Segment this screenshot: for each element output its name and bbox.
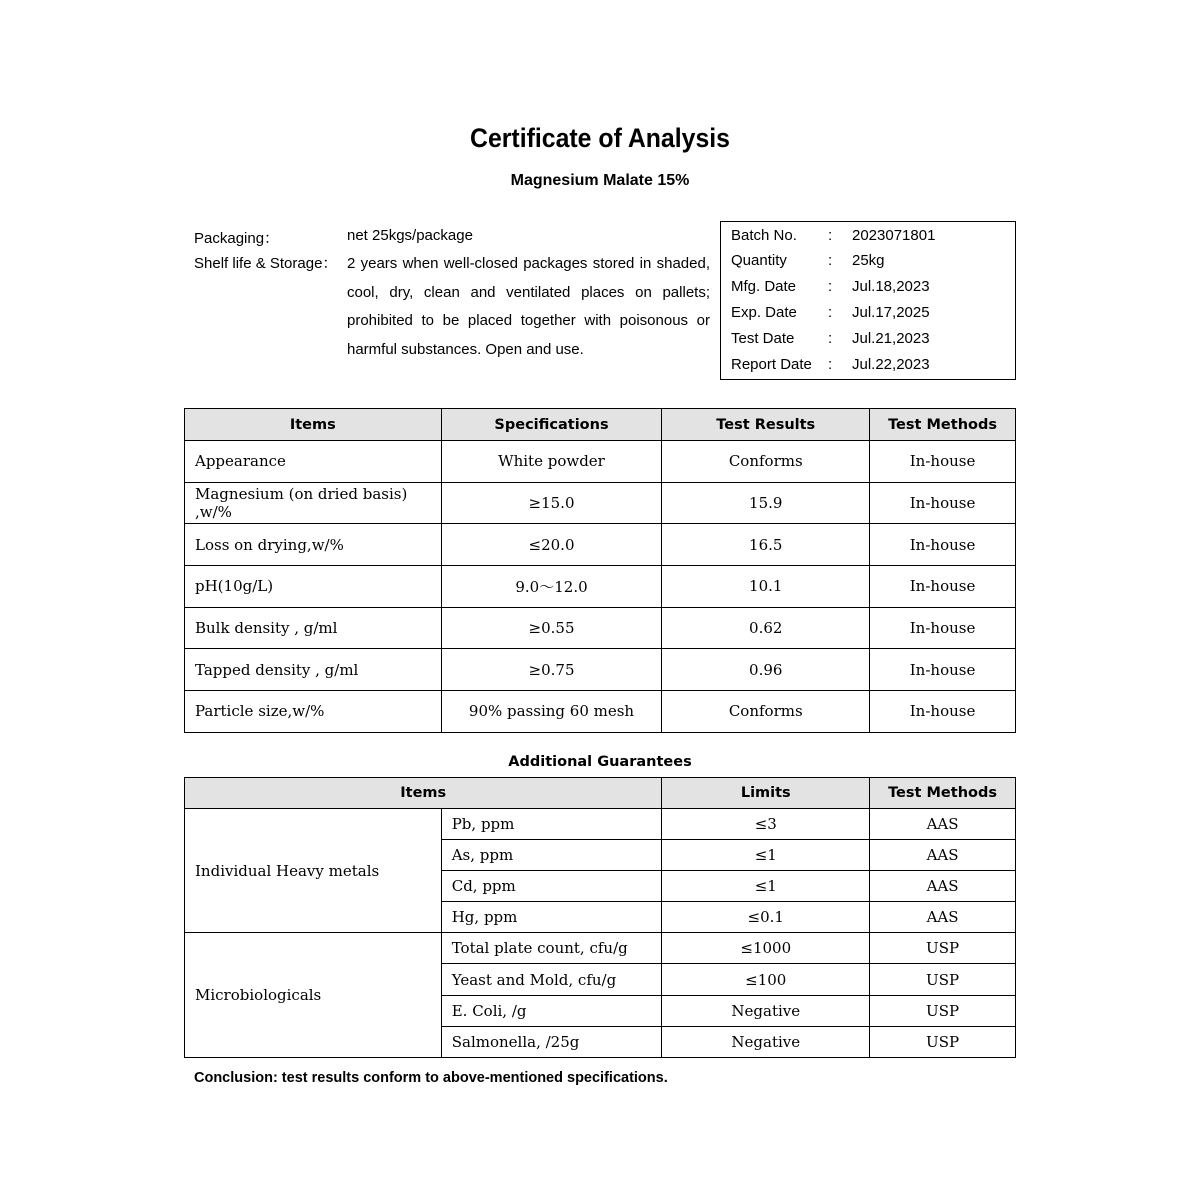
batch-info-box — [720, 221, 1016, 380]
item-cell: Tapped density , g/ml — [185, 649, 442, 691]
packaging-label: Packaging： — [194, 230, 280, 247]
table-row — [185, 482, 1016, 524]
method-cell: USP — [870, 1026, 1016, 1057]
header-test-results: Test Results — [662, 409, 870, 441]
batch-key: Report Date — [731, 356, 812, 373]
batch-value: Jul.21,2023 — [852, 330, 930, 347]
item-cell: Hg, ppm — [441, 902, 662, 933]
item-cell: E. Coli, /g — [441, 995, 662, 1026]
spec-cell: ≥15.0 — [441, 482, 662, 524]
table-row — [185, 524, 1016, 566]
item-cell: Salmonella, /25g — [441, 1026, 662, 1057]
spec-cell: ≥0.75 — [441, 649, 662, 691]
batch-sep: : — [828, 330, 833, 347]
item-cell: Total plate count, cfu/g — [441, 933, 662, 964]
limit-cell: ≤1 — [662, 840, 870, 871]
specifications-table — [184, 408, 1016, 733]
item-cell: Cd, ppm — [441, 871, 662, 902]
method-cell: In-house — [870, 649, 1016, 691]
packaging-value: net 25kgs/package — [347, 227, 473, 244]
method-cell: USP — [870, 995, 1016, 1026]
header-items: Items — [185, 409, 442, 441]
group-microbiologicals: Microbiologicals — [185, 933, 442, 1057]
batch-value: Jul.22,2023 — [852, 356, 930, 373]
shelf-life-label: Shelf life & Storage： — [194, 255, 338, 272]
table-row — [185, 649, 1016, 691]
spec-cell: ≥0.55 — [441, 607, 662, 649]
result-cell: 15.9 — [662, 482, 870, 524]
item-cell: Yeast and Mold, cfu/g — [441, 964, 662, 995]
limit-cell: Negative — [662, 995, 870, 1026]
batch-key: Mfg. Date — [731, 278, 797, 295]
spec-cell: 9.0～12.0 — [441, 566, 662, 608]
additional-guarantees-table — [184, 777, 1016, 1058]
page-title: Certificate of Analysis — [470, 123, 730, 153]
item-cell: Pb, ppm — [441, 809, 662, 840]
item-cell: pH(10g/L) — [185, 566, 442, 608]
limit-cell: ≤1000 — [662, 933, 870, 964]
shelf-life-value: 2 years when well-closed packages stored in shaded, cool, dry, clean and ventilated places on pallets; prohibited to be placed together with poisonous or harmful substances. Open and use. — [347, 255, 710, 358]
batch-value: Jul.17,2025 — [852, 304, 930, 321]
result-cell: Conforms — [662, 441, 870, 483]
method-cell: USP — [870, 933, 1016, 964]
table-row — [185, 566, 1016, 608]
method-cell: In-house — [870, 482, 1016, 524]
limit-cell: ≤100 — [662, 964, 870, 995]
table-row — [185, 933, 1016, 964]
header-test-methods: Test Methods — [870, 778, 1016, 809]
limit-cell: ≤0.1 — [662, 902, 870, 933]
item-cell: Loss on drying,w/% — [185, 524, 442, 566]
batch-key: Exp. Date — [731, 304, 797, 321]
header-test-methods: Test Methods — [870, 409, 1016, 441]
batch-value: 2023071801 — [852, 227, 936, 244]
spec-cell: ≤20.0 — [441, 524, 662, 566]
batch-key: Batch No. — [731, 227, 797, 244]
result-cell: 0.96 — [662, 649, 870, 691]
limit-cell: Negative — [662, 1026, 870, 1057]
item-cell: Magnesium (on dried basis) ,w/% — [185, 482, 442, 524]
method-cell: AAS — [870, 902, 1016, 933]
limit-cell: ≤1 — [662, 871, 870, 902]
method-cell: In-house — [870, 607, 1016, 649]
batch-sep: : — [828, 356, 833, 373]
item-cell: Bulk density , g/ml — [185, 607, 442, 649]
method-cell: In-house — [870, 691, 1016, 733]
table-row — [185, 691, 1016, 733]
batch-sep: : — [828, 304, 833, 321]
batch-sep: : — [828, 227, 833, 244]
method-cell: AAS — [870, 809, 1016, 840]
table-header-row — [185, 778, 1016, 809]
group-heavy-metals: Individual Heavy metals — [185, 809, 442, 933]
method-cell: AAS — [870, 840, 1016, 871]
spec-cell: White powder — [441, 441, 662, 483]
item-cell: Appearance — [185, 441, 442, 483]
limit-cell: ≤3 — [662, 809, 870, 840]
batch-key: Quantity — [731, 252, 787, 269]
header-specifications: Specifications — [441, 409, 662, 441]
result-cell: 0.62 — [662, 607, 870, 649]
batch-value: 25kg — [852, 252, 885, 269]
result-cell: 16.5 — [662, 524, 870, 566]
product-name: Magnesium Malate 15% — [510, 172, 690, 189]
batch-key: Test Date — [731, 330, 795, 347]
item-cell: As, ppm — [441, 840, 662, 871]
method-cell: USP — [870, 964, 1016, 995]
batch-value: Jul.18,2023 — [852, 278, 930, 295]
item-cell: Particle size,w/% — [185, 691, 442, 733]
result-cell: 10.1 — [662, 566, 870, 608]
additional-guarantees-heading: Additional Guarantees — [508, 754, 692, 770]
table-row — [185, 809, 1016, 840]
method-cell: In-house — [870, 441, 1016, 483]
batch-sep: : — [828, 278, 833, 295]
conclusion-text: Conclusion: test results conform to above-mentioned specifications. — [194, 1070, 668, 1086]
result-cell: Conforms — [662, 691, 870, 733]
table-header-row — [185, 409, 1016, 441]
header-limits: Limits — [662, 778, 870, 809]
method-cell: AAS — [870, 871, 1016, 902]
batch-sep: : — [828, 252, 833, 269]
header-items: Items — [185, 778, 662, 809]
spec-cell: 90% passing 60 mesh — [441, 691, 662, 733]
table-row — [185, 607, 1016, 649]
table-row — [185, 441, 1016, 483]
method-cell: In-house — [870, 524, 1016, 566]
method-cell: In-house — [870, 566, 1016, 608]
